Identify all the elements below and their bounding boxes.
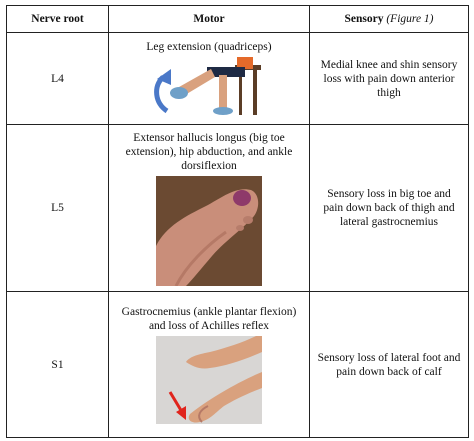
sensory-cell: Medial knee and shin sensory loss with pain down anterior thigh <box>310 33 469 125</box>
header-sensory-label: Sensory <box>344 13 384 25</box>
table-header-row <box>7 6 469 33</box>
nerve-root-cell: L5 <box>7 125 109 292</box>
motor-cell <box>109 125 310 292</box>
header-motor: Motor <box>109 6 310 33</box>
table-row <box>7 33 469 125</box>
nerve-root-cell: S1 <box>7 292 109 438</box>
nerve-root-cell: L4 <box>7 33 109 125</box>
leg-extension-image <box>149 57 269 117</box>
sensory-cell: Sensory loss in big toe and pain down back of thigh and lateral gastrocnemius <box>310 125 469 292</box>
motor-cell <box>109 33 310 125</box>
motor-description: Extensor hallucis longus (big toe extension), hip abduction, and ankle dorsiflexion <box>125 131 293 172</box>
table-row <box>7 125 469 292</box>
header-nerve-root: Nerve root <box>7 6 109 33</box>
motor-description: Leg extension (quadriceps) <box>146 41 272 53</box>
table-row <box>7 292 469 438</box>
motor-cell <box>109 292 310 438</box>
header-sensory <box>310 6 469 33</box>
nerve-root-table <box>6 5 469 438</box>
motor-description: Gastrocnemius (ankle plantar flexion) and loss of Achilles reflex <box>121 306 297 332</box>
plantar-flexion-photo <box>156 336 262 424</box>
big-toe-foot-photo <box>156 176 262 286</box>
figure-reference: (Figure 1) <box>386 13 434 25</box>
sensory-cell: Sensory loss of lateral foot and pain down back of calf <box>310 292 469 438</box>
